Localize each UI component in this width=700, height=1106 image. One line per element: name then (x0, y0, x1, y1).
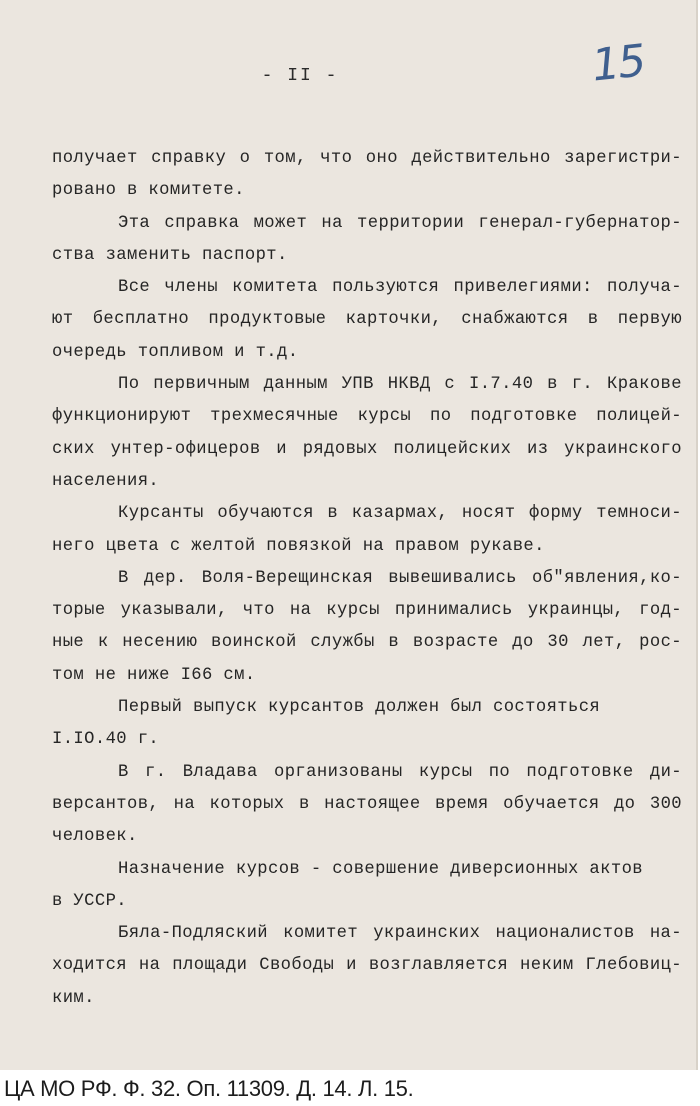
text-line: ходится на площади Свободы и возглавляется неким Глебовиц- (52, 956, 682, 976)
text-line: в УССР. (52, 891, 127, 911)
text-line: ют бесплатно продуктовые карточки, снабжаются в первую (52, 310, 682, 330)
text-line: ства заменить паспорт. (52, 245, 288, 265)
text-line: Курсанты обучаются в казармах, носят форму темноси- (118, 504, 682, 524)
archive-sheet-number: 15 (589, 35, 647, 92)
text-line: По первичным данным УПВ НКВД с I.7.40 в г. Кракове (118, 375, 682, 395)
document-body (52, 143, 682, 1015)
archive-citation-caption: ЦА МО РФ. Ф. 32. Оп. 11309. Д. 14. Л. 15. (0, 1072, 700, 1106)
text-line: Назначение курсов - совершение диверсионных актов (118, 859, 643, 879)
text-line: получает справку о том, что оно действительно зарегистри- (52, 149, 682, 168)
text-line: него цвета с желтой повязкой на правом рукаве. (52, 536, 545, 556)
text-line: ким. (52, 988, 95, 1008)
text-line: ные к несению воинской службы в возрасте до 30 лет, рос- (52, 633, 682, 653)
text-line: версантов, на которых в настоящее время обучается до 300 (52, 794, 682, 814)
text-line: функционируют трехмесячные курсы по подготовке полицей- (52, 407, 682, 427)
text-line: торые указывали, что на курсы принимались украинцы, год- (52, 601, 682, 621)
text-line: Бяла-Подляский комитет украинских националистов на- (118, 924, 682, 944)
text-line: В г. Владава организованы курсы по подготовке ди- (118, 762, 682, 782)
text-line: очередь топливом и т.д. (52, 342, 299, 362)
text-line: ских унтер-офицеров и рядовых полицейских из украинского (52, 439, 682, 459)
text-line: том не ниже I66 см. (52, 665, 256, 685)
text-line: I.IO.40 г. (52, 730, 160, 750)
text-line: ровано в комитете. (52, 181, 245, 201)
page-number: - II - (261, 66, 339, 86)
text-line: Первый выпуск курсантов должен был состояться (118, 698, 601, 718)
text-line: Эта справка может на территории генерал-губернатор- (118, 213, 682, 233)
text-line: Все члены комитета пользуются привелегиями: получа- (118, 278, 682, 298)
text-line: населения. (52, 471, 160, 491)
text-line: В дер. Воля-Верещинская вывешивались об"явления,ко- (118, 568, 682, 588)
text-line: человек. (52, 827, 138, 847)
